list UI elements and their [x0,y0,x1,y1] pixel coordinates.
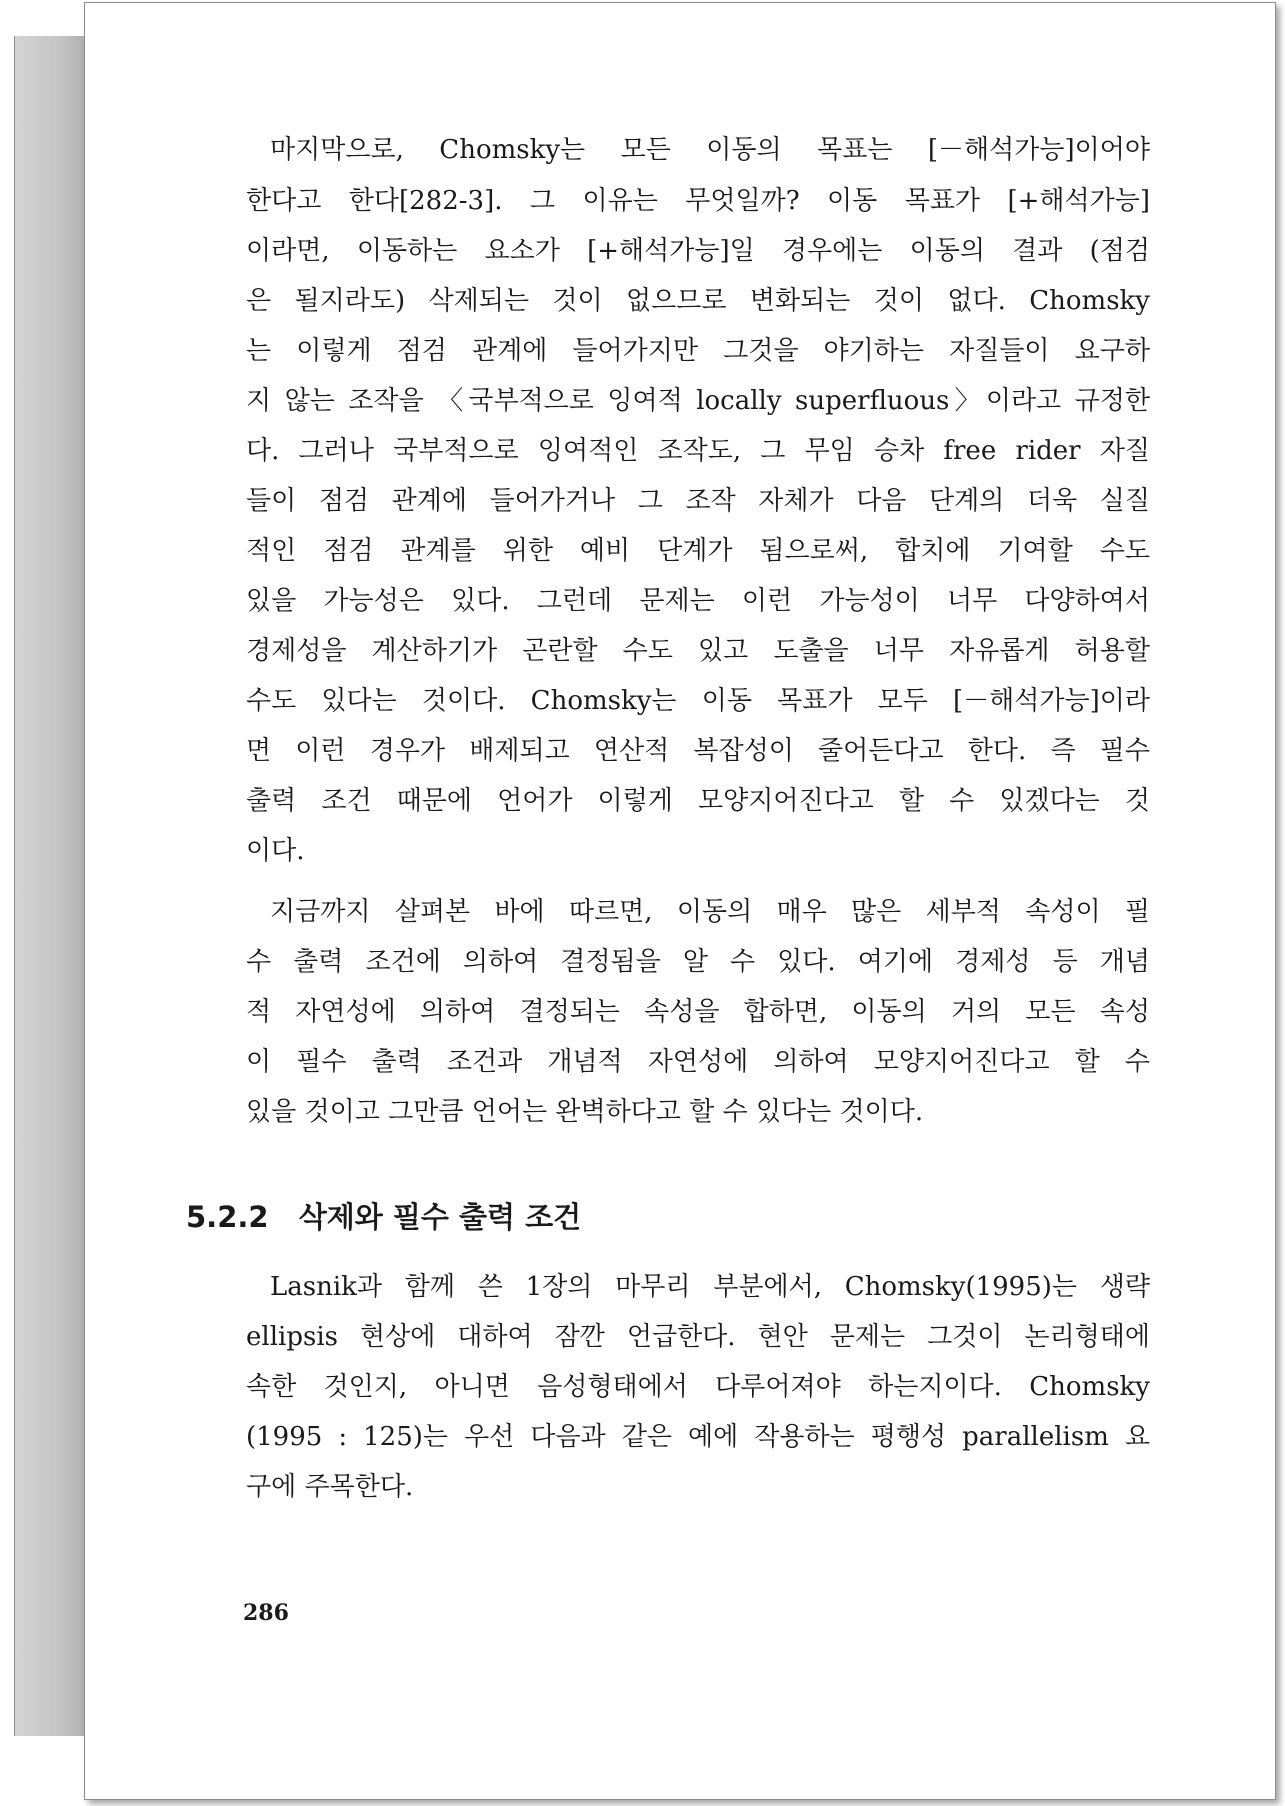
section-heading [186,1195,581,1236]
text-line: 있을 것이고 그만큼 언어는 완벽하다고 할 수 있다는 것이다. [246,1097,924,1127]
text-line: 경제성을 계산하기가 곤란할 수도 있고 도출을 너무 자유롭게 허용할 [246,636,1150,666]
text-line: 다. 그러나 국부적으로 잉여적인 조작도, 그 무임 승차 free rider 자질 [246,436,1150,466]
text-line: 한다고 한다[282-3]. 그 이유는 무엇일까? 이동 목표가 [+해석가능] [246,186,1150,216]
text-line: 는 이렇게 점검 관계에 들어가지만 그것을 야기하는 자질들이 요구하 [246,336,1150,366]
text-line: 은 될지라도) 삭제되는 것이 없으므로 변화되는 것이 없다. Chomsky [246,286,1150,316]
book-spine [14,36,85,1736]
text-line: 있을 가능성은 있다. 그런데 문제는 이런 가능성이 너무 다양하여서 [246,586,1150,616]
text-line: 면 이런 경우가 배제되고 연산적 복잡성이 줄어든다고 한다. 즉 필수 [246,736,1150,766]
text-line: 출력 조건 때문에 언어가 이렇게 모양지어진다고 할 수 있겠다는 것 [246,786,1150,816]
section-number: 5.2.2 [186,1200,269,1234]
section-title: 삭제와 필수 출력 조건 [298,1200,582,1234]
text-line: 지 않는 조작을 〈국부적으로 잉여적 locally superfluous〉이라고 규정한 [246,386,1150,416]
text-line: 구에 주목한다. [246,1472,414,1502]
text-line: ellipsis 현상에 대하여 잠깐 언급한다. 현안 문제는 그것이 논리형태에 [246,1322,1150,1352]
text-line: 속한 것인지, 아니면 음성형태에서 다루어져야 하는지이다. Chomsky [246,1372,1150,1402]
text-line: 이다. [246,836,305,866]
text-line: 수 출력 조건에 의하여 결정됨을 알 수 있다. 여기에 경제성 등 개념 [246,947,1150,977]
text-line: 적인 점검 관계를 위한 예비 단계가 됨으로써, 합치에 기여할 수도 [246,536,1150,566]
page-number: 286 [243,1600,289,1626]
text-line: 이 필수 출력 조건과 개념적 자연성에 의하여 모양지어진다고 할 수 [246,1047,1150,1077]
text-line: 적 자연성에 의하여 결정되는 속성을 합하면, 이동의 거의 모든 속성 [246,997,1150,1027]
text-line: 마지막으로, Chomsky는 모든 이동의 목표는 [－해석가능]이어야 [270,135,1150,165]
text-line: 들이 점검 관계에 들어가거나 그 조작 자체가 다음 단계의 더욱 실질 [246,486,1150,516]
text-line: Lasnik과 함께 쓴 1장의 마무리 부분에서, Chomsky(1995)는 생략 [270,1272,1150,1302]
text-line: (1995 : 125)는 우선 다음과 같은 예에 작용하는 평행성 parallelism 요 [246,1422,1150,1452]
text-line: 지금까지 살펴본 바에 따르면, 이동의 매우 많은 세부적 속성이 필 [270,897,1150,927]
text-line: 이라면, 이동하는 요소가 [+해석가능]일 경우에는 이동의 결과 (점검 [246,236,1150,266]
text-line: 수도 있다는 것이다. Chomsky는 이동 목표가 모두 [－해석가능]이라 [246,686,1150,716]
